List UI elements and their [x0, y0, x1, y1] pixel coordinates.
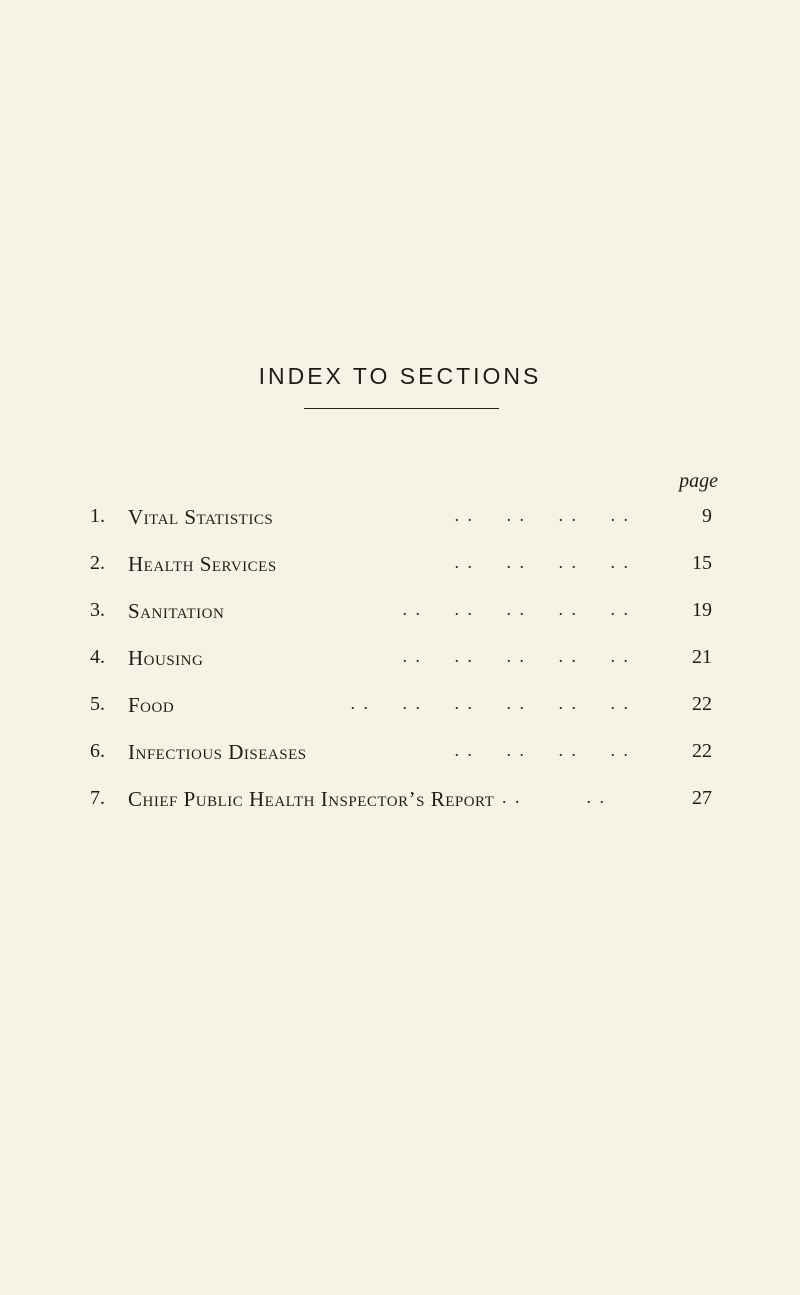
section-number: 1.: [90, 505, 105, 527]
section-number: 2.: [90, 552, 105, 574]
toc-row: [0, 740, 800, 768]
dot-leaders: . . . . . . . . . . . .: [350, 693, 630, 713]
dot-leaders: . . . . . . . .: [454, 505, 630, 525]
section-title: Food: [128, 693, 175, 717]
section-page-number: 21: [692, 646, 712, 668]
dot-leaders: . . . . . . . . . .: [402, 646, 630, 666]
section-number: 5.: [90, 693, 105, 715]
dot-leaders: . . . . . . . .: [454, 552, 630, 572]
section-number: 6.: [90, 740, 105, 762]
section-page-number: 22: [692, 740, 712, 762]
index-heading: INDEX TO SECTIONS: [258, 363, 542, 390]
section-title: Vital Statistics: [128, 505, 274, 529]
toc-row: [0, 693, 800, 721]
toc-row: [0, 505, 800, 533]
section-page-number: 19: [692, 599, 712, 621]
section-title: Chief Public Health Inspector’s Report: [128, 787, 495, 811]
section-page-number: 15: [692, 552, 712, 574]
section-number: 4.: [90, 646, 105, 668]
dot-leaders: . . . . . . . .: [454, 740, 630, 760]
section-number: 7.: [90, 787, 105, 809]
page-column-label: page: [679, 470, 718, 492]
section-number: 3.: [90, 599, 105, 621]
section-title: Sanitation: [128, 599, 225, 623]
section-title: Infectious Diseases: [128, 740, 307, 764]
heading-rule: [304, 408, 499, 409]
section-page-number: 9: [702, 505, 712, 527]
section-page-number: 22: [692, 693, 712, 715]
toc-row: [0, 599, 800, 627]
section-title: Health Services: [128, 552, 277, 576]
section-title: Housing: [128, 646, 204, 670]
section-page-number: 27: [692, 787, 712, 809]
toc-row: [0, 787, 800, 815]
toc-row: [0, 646, 800, 674]
dot-leaders: . . . .: [502, 787, 606, 807]
dot-leaders: . . . . . . . . . .: [402, 599, 630, 619]
toc-row: [0, 552, 800, 580]
